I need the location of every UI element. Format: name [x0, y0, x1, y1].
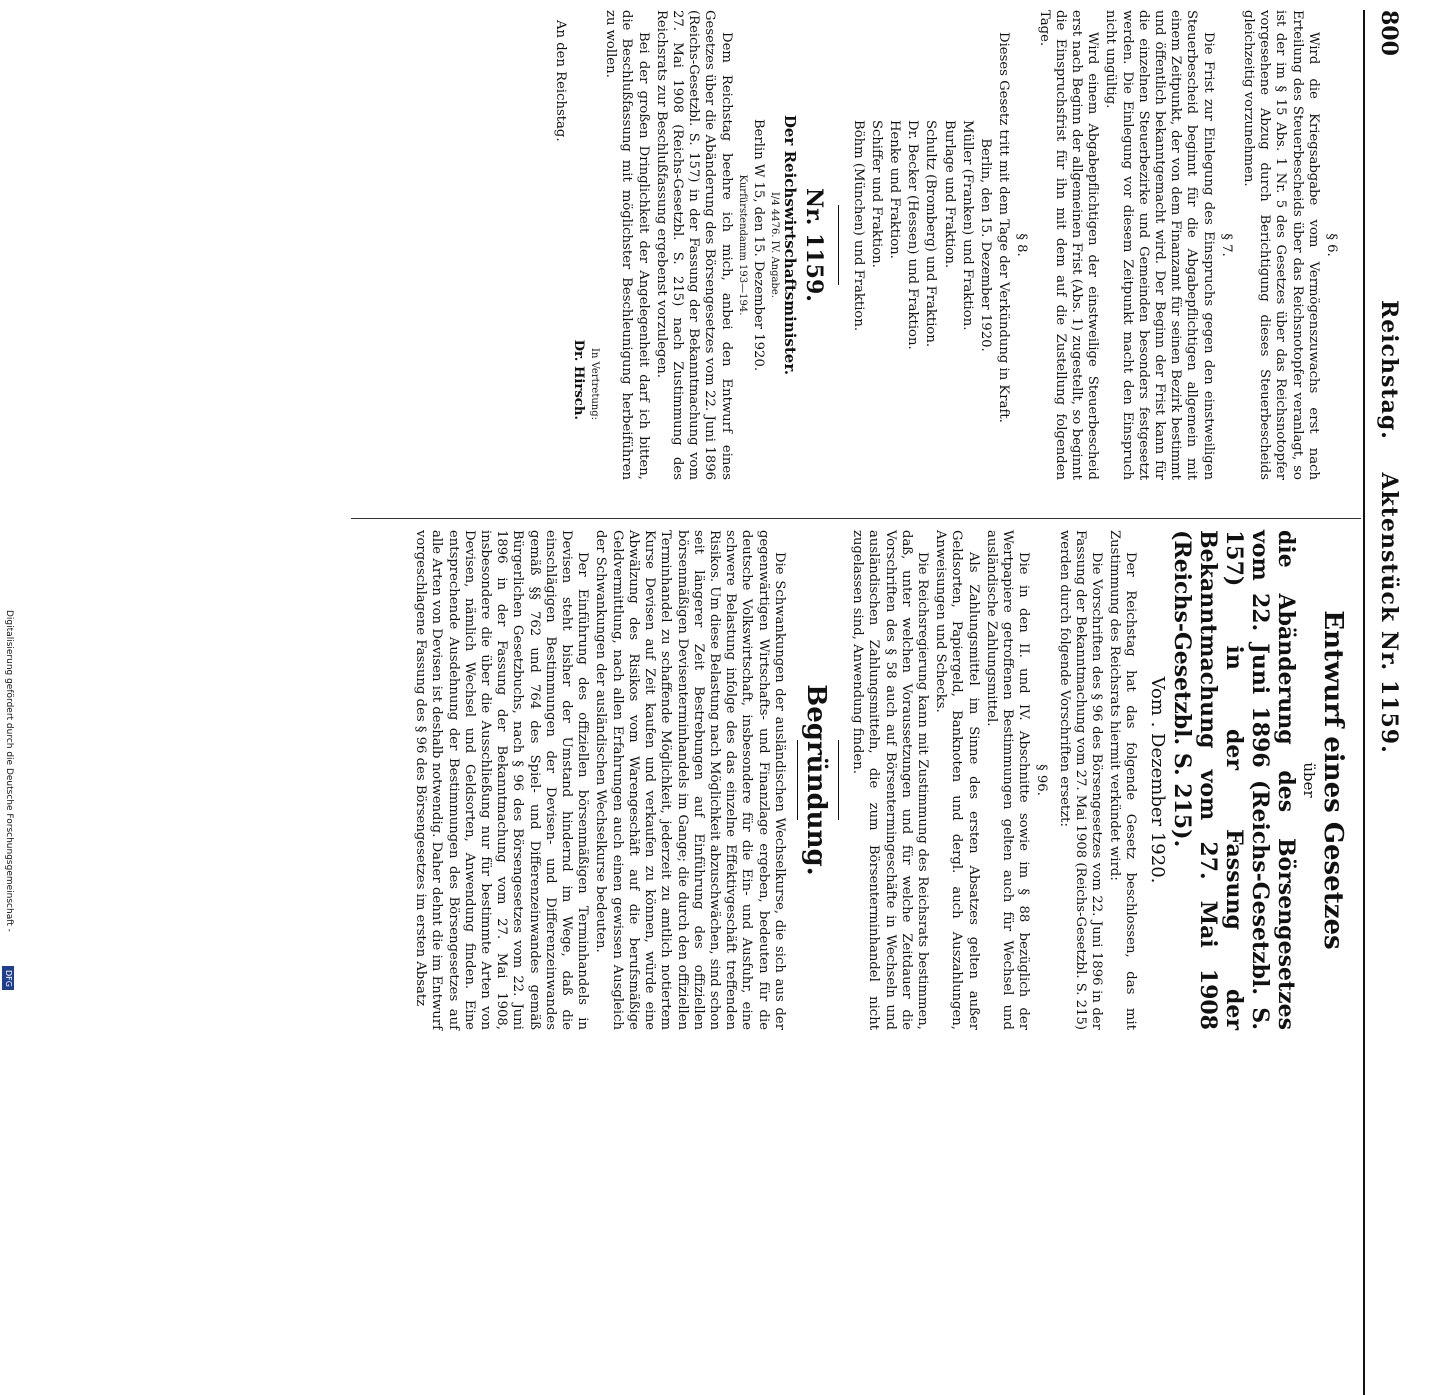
letter-paragraph-2: Bei der großen Dringlichkeit der Angelegenheit darf ich bitten, die Beschlußfassung mit möglichster Beschleunigung herbeiführen zu wollen.: [603, 10, 651, 480]
dfg-logo: DFG: [2, 966, 14, 990]
section-7-para-2: Wird einem Abgabepflichtigen der einstweilige Steuerbescheid erst nach Beginn der allgemeinen Frist (Abs. 1) zugestellt, so beginnt die Einspruchsfrist für ihn mit dem auf die Zustellung folgenden Tage.: [1036, 10, 1101, 480]
signatory: Schultz (Bromberg) und Fraktion.: [923, 120, 939, 348]
letter-place-date: Berlin W 15, den 15. Dezember 1920.: [750, 118, 766, 372]
recipient: An den Reichstag.: [552, 20, 568, 142]
section-8-text: Dieses Gesetz tritt mit dem Tage der Verkündung in Kraft.: [996, 32, 1012, 423]
section-96-heading: § 96.: [1034, 764, 1050, 796]
law-title: die Abänderung des Börsengesetzes vom 22. Juni 1896 (Reichs-Gesetzbl. S. 157) in der Fassung der Bekanntmachung vom 27. Mai 1908 (Reichs-Gesetzbl. S. 215).: [1168, 530, 1299, 1030]
running-left: Reichstag.: [1376, 300, 1402, 440]
left-column: [550, 10, 1345, 480]
page-number: 800: [1376, 10, 1402, 56]
draft-title: Entwurf eines Gesetzes: [1318, 610, 1348, 950]
in-vertretung: In Vertretung:: [589, 348, 601, 420]
signatory: Henke und Fraktion.: [886, 120, 902, 259]
letter-address: Kurfürstendamm 193—194.: [736, 174, 748, 316]
justification-para-2: Der Einführung des offiziellen börsenmäßigen Terminhandels in Devisen steht bisher der Umstand hindernd im Wege, daß die einschlägigen Bestimmungen der Devisen- und Differenzeinwandes gemäß §§ 762 und 764 des Spiel- und Differenzeinwandes gemäß Bürgerlichen Gesetzbuchs, nach § 96 des Börsengesetzes vom 22. Juni 1896 in der Fassung der Bekanntmachung vom 27. Mai 1908, insbesondere die über die Ausschließung nur für bestimmte Arten von Devisen, nämlich Wechsel und Geldsorten, Anwendung finden. Eine entsprechende Ausdehnung der Bestimmungen des Börsengesetzes auf alle Arten von Devisen ist deshalb notwendig. Daher dehnt die im Entwurf vorgeschlagene Fassung des § 96 des Börsengesetzes im ersten Absatz: [413, 530, 591, 1030]
signatory: Böhm (München) und Fraktion.: [850, 120, 866, 332]
running-title: [1376, 300, 1402, 778]
divider: [797, 740, 798, 820]
document-number: Nr. 1159.: [801, 188, 828, 302]
section-7-heading: § 7.: [1218, 233, 1234, 257]
reference-number: I/4 4476. IV. Angabe.: [768, 192, 780, 298]
signatory: Dr. Becker (Hessen) und Fraktion.: [905, 120, 921, 350]
section-8-heading: § 8.: [1014, 233, 1030, 257]
signer-name: Dr. Hirsch.: [571, 339, 587, 420]
signatory-list: [849, 10, 974, 480]
enactment-clause: Der Reichstag hat das folgende Gesetz beschlossen, das mit Zustimmung des Reichsrats hiermit verkündet wird:: [1107, 530, 1139, 1030]
section-96-para-3: Die Reichsregierung kann mit Zustimmung des Reichsrats bestimmen, daß, unter welchen Voraussetzungen und für welche Zeitdauer die Vorschriften des § 58 auch auf Börsentermingeschäfte in Wechseln und ausländischen Zahlungsmitteln, die zum Börsenterminhandel nicht zugelassen sind, Anwendung finden.: [850, 530, 930, 1030]
running-right: Aktenstück Nr. 1159.: [1376, 472, 1402, 754]
digitization-credit: Digitalisierung gefördert durch die Deutsche Forschungsgemeinschaft -: [4, 610, 14, 932]
divider: [838, 205, 839, 285]
section-6-heading: § 6.: [1324, 233, 1339, 257]
justification-heading: Begründung.: [800, 684, 831, 876]
column-separator: [351, 518, 1361, 519]
minister-heading: Der Reichswirtschaftsminister.: [781, 114, 800, 376]
ueber-label: über: [1299, 762, 1318, 798]
signatory: Müller (Franken) und Fraktion.: [959, 120, 975, 331]
document-page: [0, 10, 1402, 1030]
section-96-para-2: Als Zahlungsmittel im Sinne des ersten Absatzes gelten außer Geldsorten, Papiergeld, Banknoten und dergl. auch Auszahlungen, Anweisungen und Schecks.: [933, 530, 981, 1030]
place-date: Berlin, den 15. Dezember 1920.: [977, 138, 993, 352]
header-rule: [1363, 10, 1365, 1395]
signatory: Burlage und Fraktion.: [941, 120, 957, 269]
justification-para-1: Die Schwankungen der ausländischen Wechselkurse, die sich aus der gegenwärtigen Wirtschafts- und Finanzlage ergeben, bedeuten für die deutsche Volkswirtschaft, insbesondere für die Ein- und Ausfuhr, eine schwere Belastung infolge des das einzelne Effektivgeschäft treffenden Risikos. Um diese Belastung nach Möglichkeit abzuschwächen, sind schon seit längerer Zeit Bestrebungen auf Einführung des offiziellen börsenmäßigen Devisenterminhandels im Gange; die durch den offiziellen Terminhandel zu schaffende Möglichkeit, jederzeit zu amtlich notiertem Kurse Devisen auf Zeit kaufen und verkaufen zu können, würde eine Abwälzung des Risikos vom Warengeschäft auf die berufsmäßige Geldvermittlung, nach allen Erfahrungen auch einen gewissen Ausgleich der Schwankungen der ausländischen Wechselkurse bedeuten.: [593, 530, 787, 1030]
section-96-para-1: Die in den II. und IV. Abschnitte sowie im § 88 bezüglich der Wertpapiere getroffenen Bestimmungen gelten auch für Wechsel und ausländische Zahlungsmittel.: [983, 530, 1032, 1030]
section-7-para-1: Die Frist zur Einlegung des Einspruchs gegen den einstweiligen Steuerbescheid beginnt für die Abgabepflichtigen allgemein mit einem Zeitpunkt, der von dem Finanzamt für seinen Bezirk bestimmt und öffentlich bekanntgemacht wird. Der Beginn der Frist kann für die einzelnen Steuerbezirke und Gemeinden besonders festgesetzt werden. Die Einlegung vor diesem Zeitpunkt macht den Einspruch nicht ungültig.: [1103, 10, 1216, 480]
divider: [838, 740, 839, 820]
right-column: [410, 530, 1348, 1030]
letter-paragraph-1: Dem Reichstag beehre ich mich, anbei den Entwurf eines Gesetzes über die Abänderung des Börsengesetzes vom 22. Juni 1896 (Reichs-Gesetzbl. S. 157) in der Fassung der Bekanntmachung vom 27. Mai 1908 (Reichs-Gesetzbl. S. 215) nach Zustimmung des Reichsrats zur Beschlußfassung ergebenst vorzulegen.: [653, 10, 734, 480]
section-6-text: Wird die Kriegsabgabe vom Vermögenszuwachs erst nach Erteilung des Steuerbescheids über das Reichsnotopfer veranlagt, so ist der im § 15 Abs. 1 Nr. 5 des Gesetzes über das Reichsnotopfer vorgesehene Abzug durch Berichtigung dieses Steuerbescheids gleichzeitig vorzunehmen.: [1240, 10, 1321, 480]
signatory: Schiffer und Fraktion.: [868, 120, 884, 268]
draft-date: Vom . Dezember 1920.: [1146, 676, 1168, 884]
replacement-clause: Die Vorschriften des § 96 des Börsengesetzes vom 22. Juni 1896 in der Fassung der Bekanntmachung vom 27. Mai 1908 (Reichs-Gesetzbl. S. 215) werden durch folgende Vorschriften ersetzt:: [1056, 530, 1104, 1030]
